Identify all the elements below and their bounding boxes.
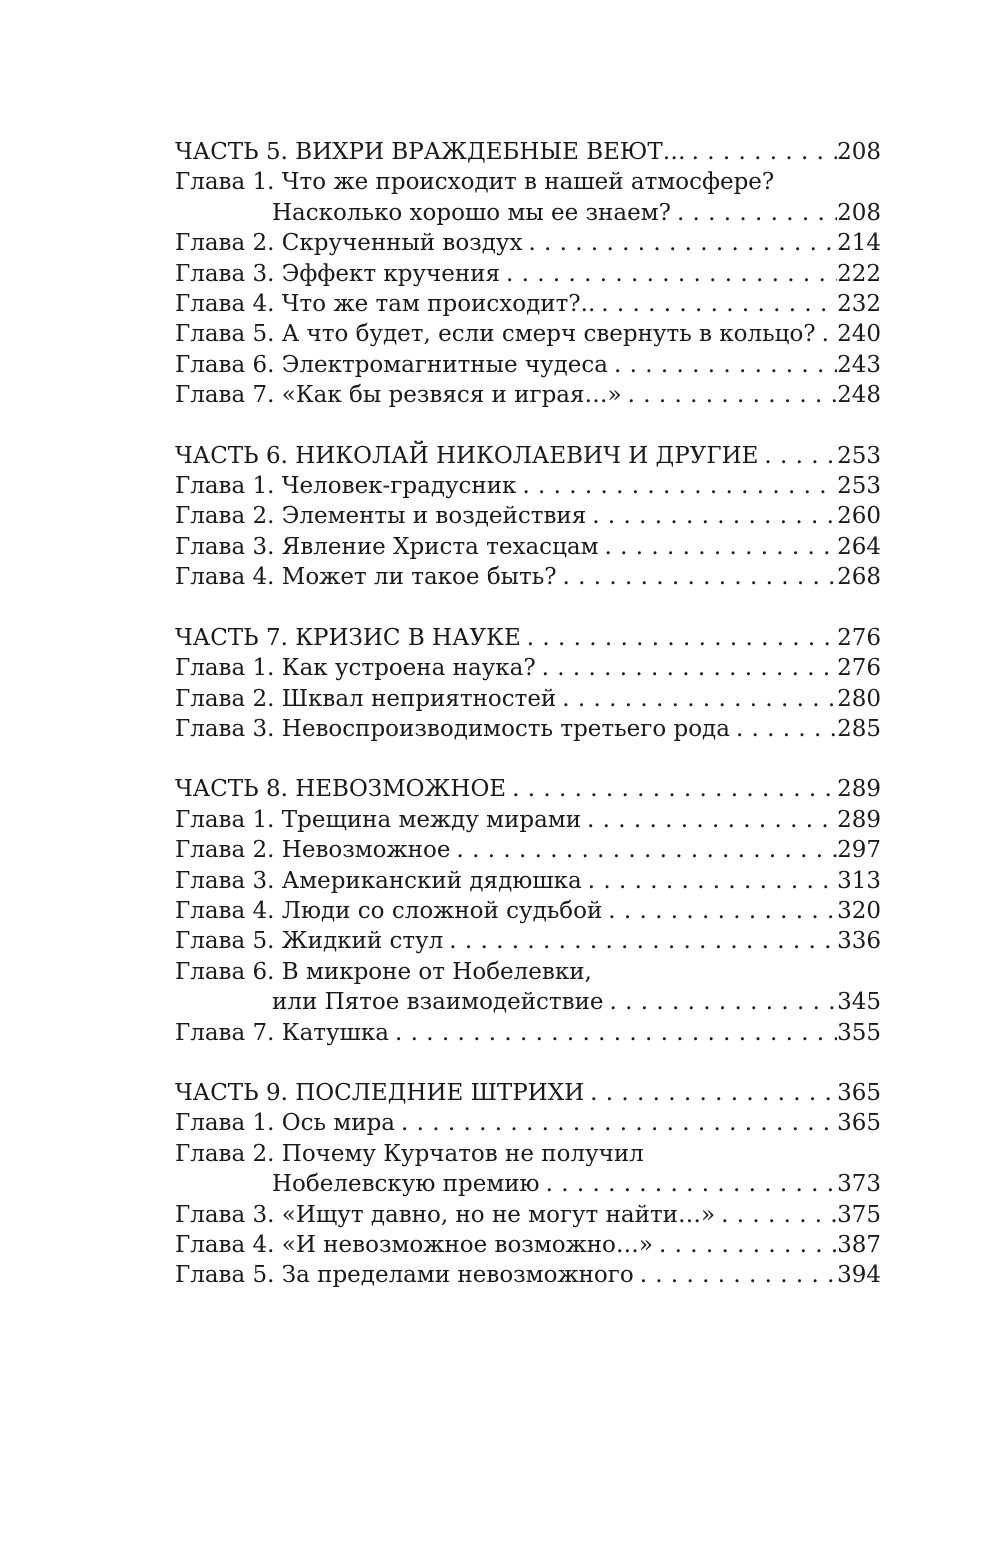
- dot-leader: [602, 896, 837, 926]
- chapter-entry: [175, 805, 881, 835]
- table-of-contents: [175, 137, 881, 1321]
- entry-title: Глава 7. Катушка: [175, 1019, 390, 1046]
- dot-leader: [586, 501, 837, 531]
- chapter-entry: [175, 926, 881, 956]
- page-number: 276: [837, 624, 881, 651]
- entry-title: Глава 5. Жидкий стул: [175, 928, 444, 955]
- entry-title: Глава 6. В микроне от Нобелевки,: [175, 958, 592, 985]
- dot-leader: [671, 198, 837, 228]
- dot-leader: [581, 805, 837, 835]
- chapter-title-line: [175, 1139, 881, 1169]
- dot-leader: [500, 259, 837, 289]
- dot-leader: [758, 441, 837, 471]
- entry-title: Глава 1. Человек-градусник: [175, 473, 517, 500]
- chapter-entry: [175, 380, 881, 410]
- entry-title: ЧАСТЬ 9. ПОСЛЕДНИЕ ШТРИХИ: [175, 1079, 585, 1106]
- entry-title: ЧАСТЬ 7. КРИЗИС В НАУКЕ: [175, 624, 521, 651]
- page-number: 208: [837, 199, 881, 226]
- page-number: 260: [837, 503, 881, 530]
- chapter-entry: [175, 562, 881, 592]
- page-number: 232: [837, 291, 881, 318]
- dot-leader: [598, 532, 837, 562]
- dot-leader: [653, 1230, 837, 1260]
- entry-title: Глава 6. Электромагнитные чудеса: [175, 351, 608, 378]
- page-number: 336: [837, 928, 881, 955]
- part-block: [175, 774, 881, 1048]
- page-number: 208: [837, 139, 881, 165]
- page-number: 285: [837, 715, 881, 742]
- part-block: [175, 441, 881, 593]
- part-heading: [175, 441, 881, 471]
- chapter-entry: [175, 289, 881, 319]
- page-number: 387: [837, 1232, 881, 1258]
- chapter-entry: [175, 835, 881, 865]
- page-number: 355: [837, 1019, 881, 1046]
- chapter-entry: [175, 684, 881, 714]
- dot-leader: [608, 350, 837, 380]
- chapter-entry: [175, 471, 881, 501]
- part-block: [175, 137, 881, 411]
- chapter-entry: [175, 1108, 881, 1138]
- page-number: 268: [837, 564, 881, 591]
- page-number: 248: [837, 382, 881, 409]
- entry-title: Глава 2. Шквал неприятностей: [175, 685, 557, 712]
- entry-title: Нобелевскую премию: [272, 1171, 540, 1198]
- entry-title: Глава 5. А что будет, если смерч свернуть в кольцо?: [175, 321, 816, 348]
- entry-title: ЧАСТЬ 6. НИКОЛАЙ НИКОЛАЕВИЧ И ДРУГИЕ: [175, 442, 759, 469]
- dot-leader: [816, 319, 837, 349]
- page-number: 240: [837, 321, 881, 348]
- chapter-entry: [175, 1018, 881, 1048]
- chapter-entry: [175, 228, 881, 258]
- entry-title: Глава 3. Невоспроизводимость третьего рода: [175, 715, 730, 742]
- entry-title: Глава 3. Эффект кручения: [175, 260, 501, 287]
- entry-title: Насколько хорошо мы ее знаем?: [272, 199, 671, 226]
- dot-leader: [604, 987, 838, 1017]
- page-number: 365: [837, 1079, 881, 1106]
- chapter-title-line: [175, 167, 881, 197]
- page-number: 345: [837, 989, 881, 1016]
- dot-leader: [450, 835, 837, 865]
- dot-leader: [395, 1108, 837, 1138]
- entry-title: Глава 2. Элементы и воздействия: [175, 503, 587, 530]
- dot-leader: [622, 380, 838, 410]
- dot-leader: [715, 1200, 837, 1230]
- entry-title: Глава 1. Как устроена наука?: [175, 655, 536, 682]
- chapter-entry-continued: [175, 1169, 881, 1199]
- entry-title: Глава 4. Что же там происходит?..: [175, 291, 596, 318]
- chapter-entry: [175, 714, 881, 744]
- dot-leader: [686, 137, 837, 167]
- dot-leader: [557, 562, 838, 592]
- dot-leader: [556, 684, 837, 714]
- page-number: 253: [837, 473, 881, 500]
- part-block: [175, 623, 881, 745]
- entry-title: Глава 2. Почему Курчатов не получил: [175, 1140, 644, 1167]
- dot-leader: [540, 1169, 838, 1199]
- entry-title: Глава 7. «Как бы резвяся и играя…»: [175, 382, 622, 409]
- part-heading: [175, 623, 881, 653]
- part-heading: [175, 774, 881, 804]
- chapter-entry-continued: [175, 987, 881, 1017]
- dot-leader: [595, 289, 837, 319]
- entry-title: Глава 4. Люди со сложной судьбой: [175, 897, 603, 924]
- dot-leader: [536, 653, 837, 683]
- page-number: 365: [837, 1110, 881, 1137]
- dot-leader: [582, 866, 837, 896]
- chapter-entry: [175, 896, 881, 926]
- page-number: 289: [837, 776, 881, 803]
- part-heading: [175, 1078, 881, 1108]
- entry-title: Глава 3. Американский дядюшка: [175, 867, 582, 894]
- dot-leader: [516, 471, 837, 501]
- dot-leader: [521, 623, 837, 653]
- chapter-entry: [175, 653, 881, 683]
- entry-title: Глава 5. За пределами невозможного: [175, 1262, 634, 1289]
- entry-title: Глава 1. Трещина между мирами: [175, 806, 582, 833]
- dot-leader: [506, 774, 837, 804]
- dot-leader: [584, 1078, 837, 1108]
- entry-title: или Пятое взаимодействие: [272, 989, 604, 1016]
- page-number: 243: [837, 351, 881, 378]
- part-heading: [175, 137, 881, 167]
- part-block: [175, 1078, 881, 1291]
- chapter-title-line: [175, 957, 881, 987]
- chapter-entry: [175, 259, 881, 289]
- dot-leader: [522, 228, 837, 258]
- entry-title: Глава 2. Скрученный воздух: [175, 230, 523, 257]
- page-number: 320: [837, 897, 881, 924]
- page-number: 222: [837, 260, 881, 287]
- chapter-entry-continued: [175, 198, 881, 228]
- chapter-entry: [175, 1230, 881, 1260]
- page-number: 276: [837, 655, 881, 682]
- page-number: 253: [837, 442, 881, 469]
- entry-title: Глава 2. Невозможное: [175, 837, 451, 864]
- page-number: 375: [837, 1201, 881, 1228]
- dot-leader: [443, 926, 837, 956]
- dot-leader: [389, 1018, 837, 1048]
- entry-title: Глава 3. «Ищут давно, но не могут найти…»: [175, 1201, 716, 1228]
- entry-title: Глава 4. «И невозможное возможно…»: [175, 1232, 653, 1258]
- page-number: 394: [837, 1262, 881, 1289]
- page-number: 289: [837, 806, 881, 833]
- page-number: 313: [837, 867, 881, 894]
- page-number: 214: [837, 230, 881, 257]
- entry-title: Глава 1. Что же происходит в нашей атмосфере?: [175, 169, 775, 196]
- chapter-entry: [175, 1200, 881, 1230]
- entry-title: ЧАСТЬ 8. НЕВОЗМОЖНОЕ: [175, 776, 507, 803]
- page-number: 297: [837, 837, 881, 864]
- entry-title: Глава 4. Может ли такое быть?: [175, 564, 557, 591]
- chapter-entry: [175, 350, 881, 380]
- chapter-entry: [175, 1260, 881, 1290]
- page-number: 264: [837, 533, 881, 560]
- dot-leader: [730, 714, 837, 744]
- chapter-entry: [175, 319, 881, 349]
- chapter-entry: [175, 501, 881, 531]
- dot-leader: [634, 1260, 837, 1290]
- entry-title: ЧАСТЬ 5. ВИХРИ ВРАЖДЕБНЫЕ ВЕЮТ…: [175, 139, 686, 165]
- chapter-entry: [175, 532, 881, 562]
- page-number: 373: [837, 1171, 881, 1198]
- page-number: 280: [837, 685, 881, 712]
- entry-title: Глава 1. Ось мира: [175, 1110, 396, 1137]
- entry-title: Глава 3. Явление Христа техасцам: [175, 533, 599, 560]
- chapter-entry: [175, 866, 881, 896]
